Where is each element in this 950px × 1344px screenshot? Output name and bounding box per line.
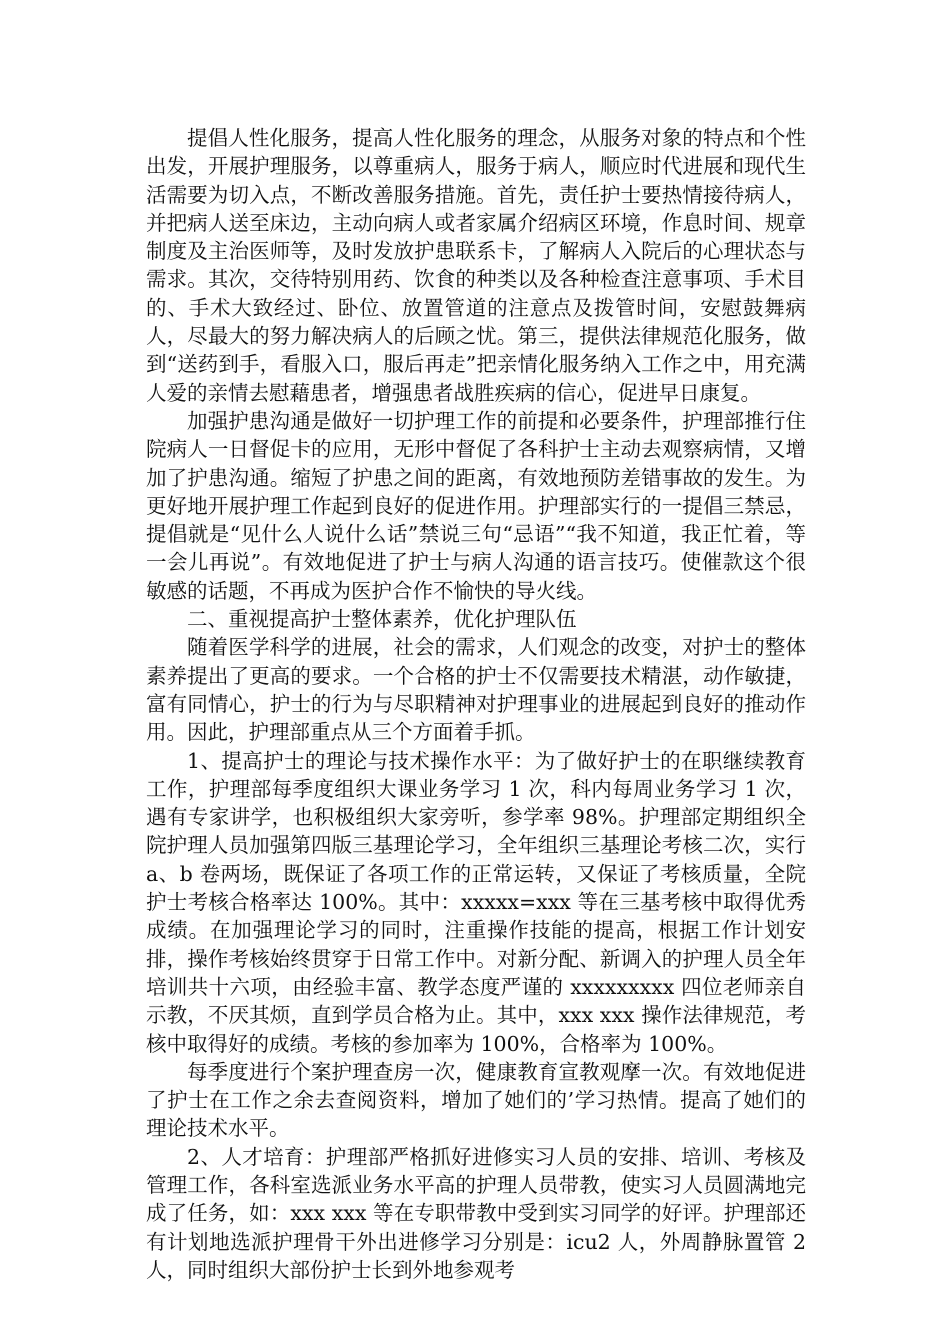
paragraph-nurse-patient-communication: 加强护患沟通是做好一切护理工作的前提和必要条件，护理部推行住院病人一日督促卡的应用，无形中督促了各科护士主动去观察病情，又增加了护患沟通。缩短了护患之间的距离，有效地预防差错事故的发生。为更好地开展护理工作起到良好的促进作用。护理部实行的一提倡三禁忌，提倡就是“见什么人说什么话”禁说三句“忌语”“我不知道，我正忙着，等一会儿再说”。有效地促进了护士与病人沟通的语言技巧。使催款这个很敏感的话题，不再成为医护合作不愉快的导火线。 bbox=[146, 408, 806, 603]
document-body bbox=[146, 124, 806, 1284]
paragraph-case-rounds: 每季度进行个案护理查房一次，健康教育宣教观摩一次。有效地促进了护士在工作之余去查阅资料，增加了她们的’学习热情。提高了她们的理论技术水平。 bbox=[146, 1059, 806, 1141]
paragraph-talent-training: 2、人才培育：护理部严格抓好进修实习人员的安排、培训、考核及管理工作，各科室选派业务水平高的护理人员带教，使实习人员圆满地完成了任务，如：xxx xxx 等在专职带教中受到实习同学的好评。护理部还有计划地选派护理骨干外出进修学习分别是：icu2 人，外周静脉置管 2 人，同时组织大部份护士长到外地参观考 bbox=[146, 1144, 806, 1282]
section-heading-nurse-quality: 二、重视提高护士整体素养，优化护理队伍 bbox=[187, 607, 577, 632]
paragraph-quality-requirements: 随着医学科学的进展，社会的需求，人们观念的改变，对护士的整体素养提出了更高的要求。一个合格的护士不仅需要技术精湛，动作敏捷，富有同情心，护士的行为与尽职精神对护理事业的进展起到良好的推动作用。因此，护理部重点从三个方面着手抓。 bbox=[146, 635, 806, 745]
paragraph-theory-and-skills: 1、提高护士的理论与技术操作水平：为了做好护士的在职继续教育工作，护理部每季度组织大课业务学习 1 次，科内每周业务学习 1 次，遇有专家讲学，也积极组织大家旁听，参学率 98%。护理部定期组织全院护理人员加强第四版三基理论学习，全年组织三基理论考核二次，实行 a、b 卷两场，既保证了各项工作的正常运转，又保证了考核质量，全院护士考核合格率达 100%。其中：xxxxx=xxx 等在三基考核中取得优秀成绩。在加强理论学习的同时，注重操作技能的提高，根据工作计划安排，操作考核始终贯穿于日常工作中。对新分配、新调入的护理人员全年培训共十六项，由经验丰富、教学态度严谨的 xxxxxxxxx 四位老师亲自示教，不厌其烦，直到学员合格为止。其中，xxx xxx 操作法律规范，考核中取得好的成绩。考核的参加率为 100%，合格率为 100%。 bbox=[146, 748, 806, 1056]
paragraph-humanized-service: 提倡人性化服务，提高人性化服务的理念，从服务对象的特点和个性出发，开展护理服务，以尊重病人，服务于病人，顺应时代进展和现代生活需要为切入点，不断改善服务措施。首先，责任护士要热情接待病人，并把病人送至床边，主动向病人或者家属介绍病区环境，作息时间、规章制度及主治医师等，及时发放护患联系卡，了解病人入院后的心理状态与需求。其次，交待特别用药、饮食的种类以及各种检查注意事项、手术目的、手术大致经过、卧位、放置管道的注意点及拨管时间，安慰鼓舞病人，尽最大的努力解决病人的后顾之忧。第三，提供法律规范化服务，做到“送药到手，看服入口，服后再走”把亲情化服务纳入工作之中，用充满人爱的亲情去慰藉患者，增强患者战胜疾病的信心，促进早日康复。 bbox=[146, 126, 806, 405]
